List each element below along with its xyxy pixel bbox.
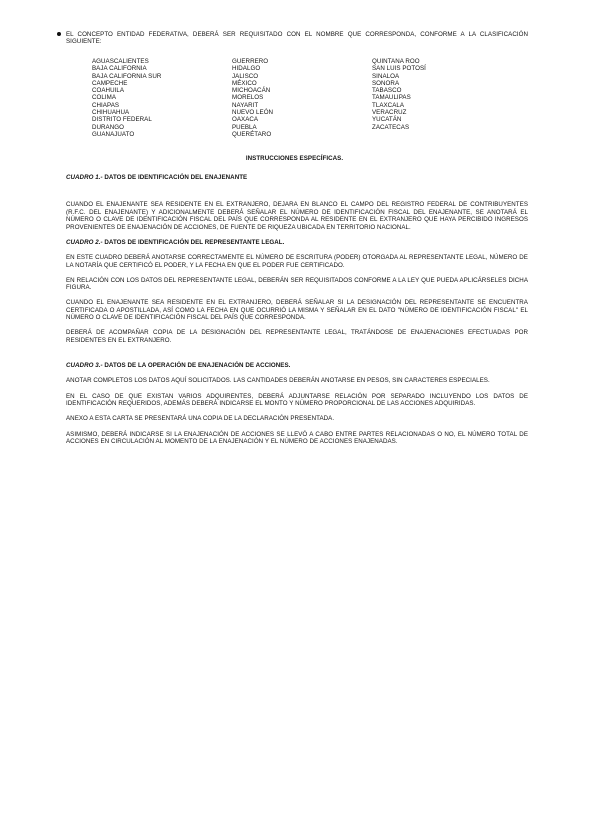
state-name: ZACATECAS <box>372 123 410 131</box>
cuadro-2-paragraph: DEBERÁ DE ACOMPAÑAR COPIA DE LA DESIGNACIÓN DEL REPRESENTANTE LEGAL, TRATÁNDOSE DE ENAJENACIONES EFECTUADAS POR RESIDENTES EN EL EXTRANJERO. <box>66 329 528 344</box>
cuadro-3-number: CUADRO 3.- <box>66 362 103 370</box>
state-name: QUERÉTARO <box>232 130 272 138</box>
cuadro-1-heading <box>66 174 528 181</box>
state-name: PUEBLA <box>232 123 257 131</box>
state-name: BAJA CALIFORNIA SUR <box>92 72 162 80</box>
cuadro-1-paragraph: CUANDO EL ENAJENANTE SEA RESIDENTE EN EL EXTRANJERO, DEJARA EN BLANCO EL CAMPO DEL REGISTRO FEDERAL DE CONTRIBUYENTES (R.F.C. DEL ENAJENANTE) Y ADICIONALMENTE DEBERÁ SEÑALAR EL NÚMERO DE IDENTIFICACIÓN FISCAL DEL ENAJENANTE, SE ANOTARÁ EL NÚMERO O CLAVE DE IDENTIFICACIÓN FISCAL DEL PAÍS QUE CORRESPONDA AL RESIDENTE EN EL EXTRANJERO QUE HAYA PERCIBIDO INGRESOS PROVENIENTES DE ENAJENACIÓN DE ACCIONES, DE FUENTE DE RIQUEZA UBICADA EN TERRITORIO NACIONAL. <box>66 201 528 231</box>
states-column-3 <box>372 58 492 138</box>
cuadro-1-title: DATOS DE IDENTIFICACIÓN DEL ENAJENANTE <box>102 174 248 181</box>
state-name: TABASCO <box>372 87 402 95</box>
state-name: NAYARIT <box>232 101 259 109</box>
bullet-icon <box>57 32 61 36</box>
state-name: CHIAPAS <box>92 101 120 109</box>
instructions-body <box>66 174 528 453</box>
state-name: VERACRUZ <box>372 109 407 117</box>
states-column-1 <box>92 58 232 138</box>
entidad-federativa-note <box>66 31 528 46</box>
cuadro-2-paragraph: CUANDO EL ENAJENANTE SEA RESIDENTE EN EL EXTRANJERO, DEBERÁ SEÑALAR SI LA DESIGNACIÓN DEL REPRESENTANTE SE ENCUENTRA CERTIFICADA O APOSTILLADA, ASÍ COMO LA FECHA EN QUE OCURRIÓ LA MISMA Y SEÑALAR EN EL DATO "NÚMERO DE IDENTIFICACIÓN FISCAL" EL NÚMERO O CLAVE DE IDENTIFICACIÓN FISCAL DEL PAÍS QUE CORRESPONDA. <box>66 299 528 322</box>
state-name: TAMAULIPAS <box>372 94 411 102</box>
cuadro-2-paragraph: EN RELACIÓN CON LOS DATOS DEL REPRESENTANTE LEGAL, DEBERÁN SER REQUISITADOS CONFORME A LA LEY QUE PUEDA APLICÁRSELES DICHA FIGURA. <box>66 276 528 292</box>
states-column-2 <box>232 58 372 138</box>
instructions-title: INSTRUCCIONES ESPECÍFICAS. <box>245 155 344 162</box>
state-name: NUEVO LEÓN <box>232 109 274 117</box>
cuadro-2-title: DATOS DE IDENTIFICACIÓN DEL REPRESENTANTE LEGAL. <box>102 238 285 246</box>
state-name: MICHOACÁN <box>232 87 271 95</box>
cuadro-2-number: CUADRO 2.- <box>66 238 103 246</box>
state-name: AGUASCALIENTES <box>92 58 149 65</box>
state-name: GUANAJUATO <box>92 130 135 138</box>
state-name: GUERRERO <box>232 58 269 65</box>
cuadro-2-paragraph: EN ESTE CUADRO DEBERÁ ANOTARSE CORRECTAMENTE EL NÚMERO DE ESCRITURA (PODER) OTORGADA AL REPRESENTANTE LEGAL, NÚMERO DE LA NOTARÍA QUE CERTIFICÓ EL PODER, Y LA FECHA EN QUE EL PODER FUE CERTIFICADO. <box>66 254 528 269</box>
state-name: JALISCO <box>232 72 259 80</box>
cuadro-3-paragraph: ASIMISMO, DEBERÁ INDICARSE SI LA ENAJENACIÓN DE ACCIONES SE LLEVÓ A CABO ENTRE PARTES RELACIONADAS O NO, EL NÚMERO TOTAL DE ACCIONES EN CIRCULACIÓN AL MOMENTO DE LA ENAJENACIÓN Y EL NÚMERO DE ACCIONES ENAJENADAS. <box>66 430 528 445</box>
cuadro-3-title: DATOS DE LA OPERACIÓN DE ENAJENACIÓN DE ACCIONES. <box>102 362 291 370</box>
cuadro-2-heading <box>66 239 528 246</box>
state-name: YUCATÁN <box>372 116 402 124</box>
state-name: TLAXCALA <box>372 101 405 109</box>
state-name: BAJA CALIFORNIA <box>92 65 147 73</box>
state-name: OAXACA <box>232 116 259 124</box>
state-name: MÉXICO <box>232 79 257 87</box>
state-name: COLIMA <box>92 94 117 102</box>
states-list <box>92 58 492 138</box>
state-name: QUINTANA ROO <box>372 58 420 65</box>
cuadro-1-number: CUADRO 1.- <box>66 174 103 181</box>
state-name: SINALOA <box>372 72 400 80</box>
state-name: HIDALGO <box>232 65 261 73</box>
cuadro-3-paragraph: ANOTAR COMPLETOS LOS DATOS AQUÍ SOLICITADOS. LAS CANTIDADES DEBERÁN ANOTARSE EN PESOS, SIN CARACTERES ESPECIALES. <box>66 377 490 385</box>
state-name: SAN LUIS POTOSÍ <box>372 65 426 73</box>
cuadro-3-heading <box>66 362 528 369</box>
state-name: MORELOS <box>232 94 264 102</box>
state-name: SONORA <box>372 79 400 87</box>
state-name: DISTRITO FEDERAL <box>92 116 152 124</box>
state-name: DURANGO <box>92 123 124 131</box>
state-name: COAHUILA <box>92 87 125 95</box>
spacer <box>66 189 528 201</box>
spacer <box>66 352 528 362</box>
cuadro-3-paragraph: EN EL CASO DE QUE EXISTAN VARIOS ADQUIRENTES, DEBERÁ ADJUNTARSE RELACIÓN POR SEPARADO INCLUYENDO LOS DATOS DE IDENTIFICACIÓN REQUERIDOS, ADEMÁS DEBERÁ INDICARSE EL MONTO Y NÚMERO PROPORCIONAL DE LAS ACCIONES ADQUIRIDAS. <box>66 392 528 408</box>
state-name: CHIHUAHUA <box>92 109 130 117</box>
intro-paragraph: EL CONCEPTO ENTIDAD FEDERATIVA, DEBERÁ SER REQUISITADO CON EL NOMBRE QUE CORRESPONDA, CONFORME A LA CLASIFICACIÓN SIGUIENTE: <box>66 31 528 46</box>
cuadro-3-paragraph: ANEXO A ESTA CARTA SE PRESENTARÁ UNA COPIA DE LA DECLARACIÓN PRESENTADA. <box>66 415 335 423</box>
state-name: CAMPECHE <box>92 79 128 87</box>
